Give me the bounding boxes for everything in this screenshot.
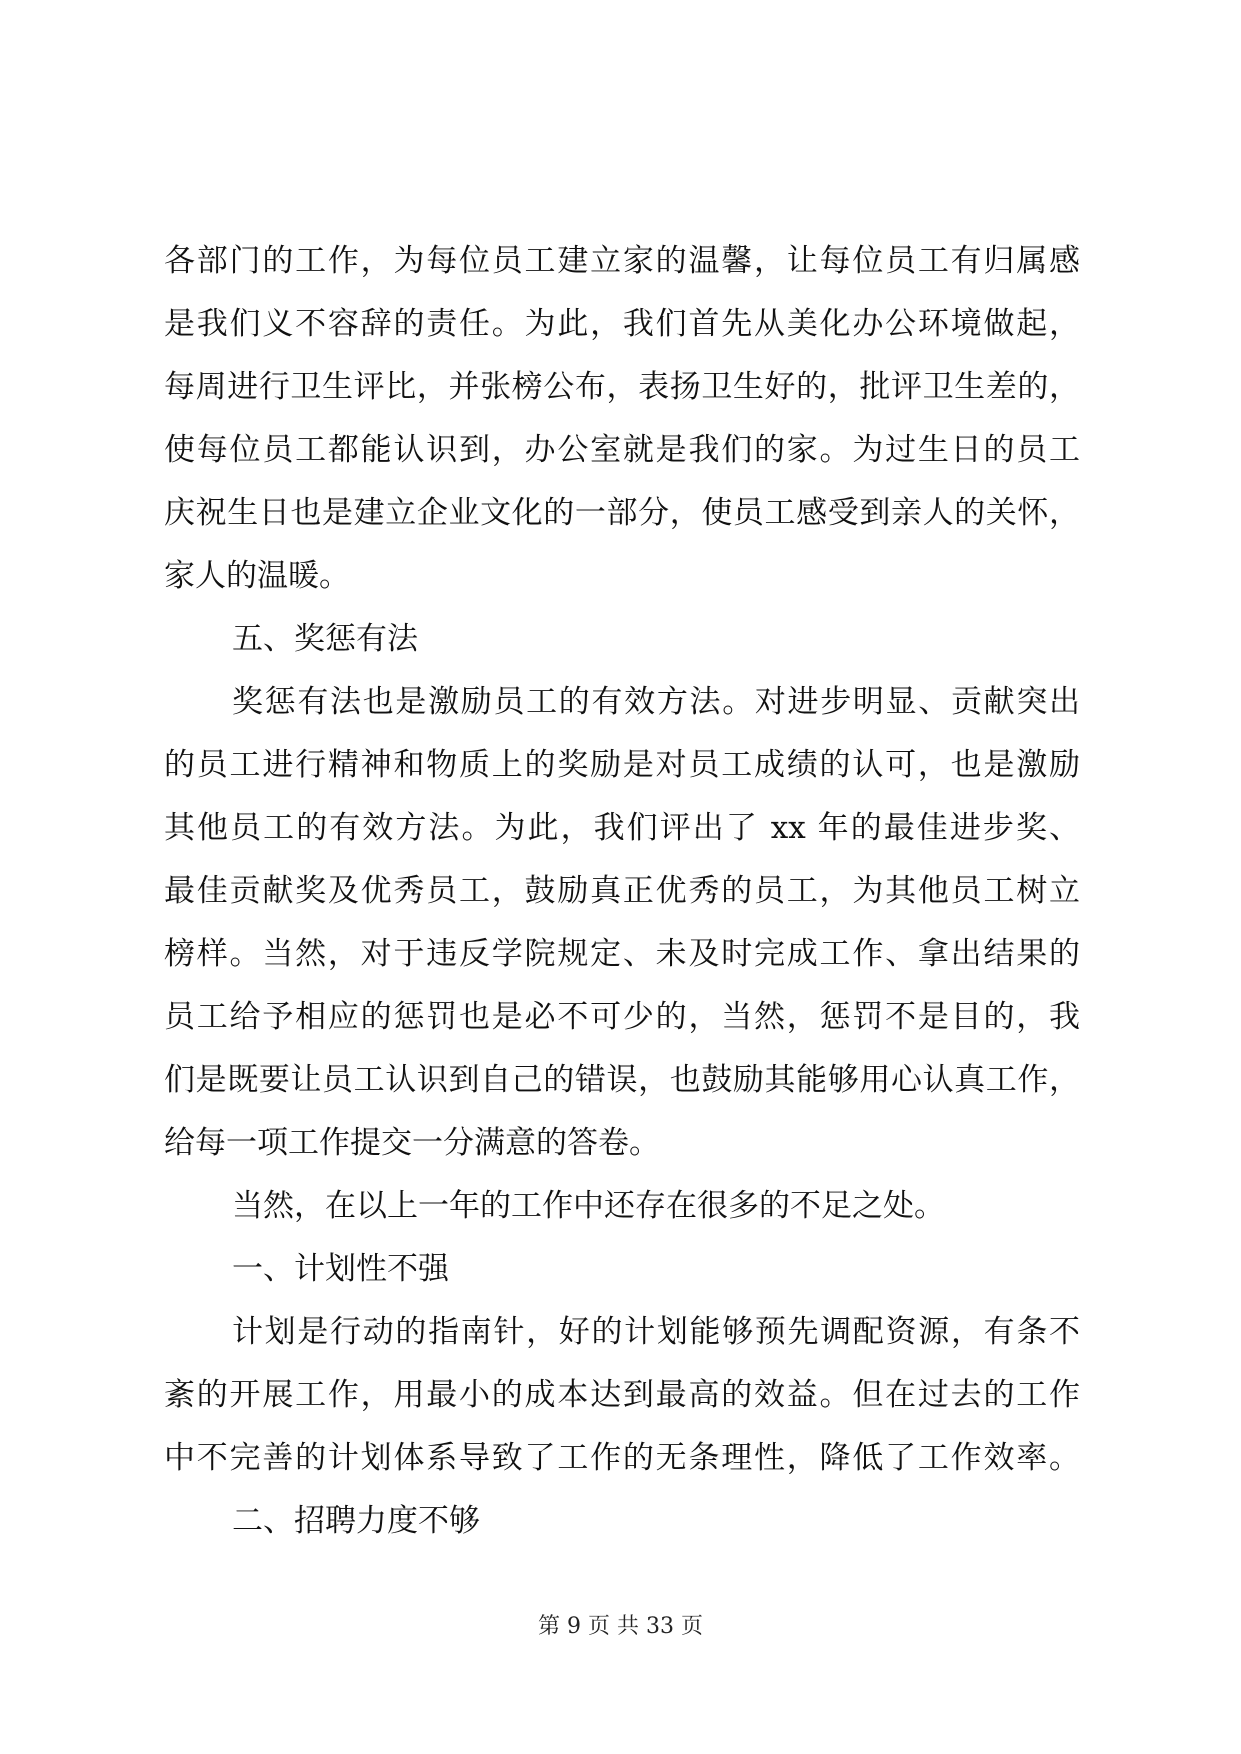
text-line: 五、奖惩有法: [232, 621, 418, 657]
text-line: 是我们义不容辞的责任。为此，我们首先从美化办公环境做起，: [164, 306, 1080, 342]
text-line: 中不完善的计划体系导致了工作的无条理性，降低了工作效率。: [164, 1440, 1080, 1476]
text-line: 一、计划性不强: [232, 1251, 449, 1287]
text-line: 紊的开展工作，用最小的成本达到最高的效益。但在过去的工作: [164, 1377, 1080, 1413]
document-body: [164, 230, 1080, 1553]
text-line: 使每位员工都能认识到，办公室就是我们的家。为过生日的员工: [164, 432, 1080, 468]
text-line: 奖惩有法也是激励员工的有效方法。对进步明显、贡献突出: [232, 684, 1080, 720]
text-line: 给每一项工作提交一分满意的答卷。: [164, 1125, 660, 1161]
text-line: 榜样。当然，对于违反学院规定、未及时完成工作、拿出结果的: [164, 936, 1080, 972]
text-line: 各部门的工作，为每位员工建立家的温馨，让每位员工有归属感: [164, 243, 1080, 279]
text-line: 员工给予相应的惩罚也是必不可少的，当然，惩罚不是目的，我: [164, 999, 1080, 1035]
text-line: 二、招聘力度不够: [232, 1503, 480, 1539]
text-line: 其他员工的有效方法。为此，我们评出了 xx 年的最佳进步奖、: [164, 810, 1080, 846]
text-line: 每周进行卫生评比，并张榜公布，表扬卫生好的，批评卫生差的，: [164, 369, 1080, 405]
text-line: 们是既要让员工认识到自己的错误，也鼓励其能够用心认真工作，: [164, 1062, 1080, 1098]
text-line: 最佳贡献奖及优秀员工，鼓励真正优秀的员工，为其他员工树立: [164, 873, 1080, 909]
text-line: 庆祝生日也是建立企业文化的一部分，使员工感受到亲人的关怀，: [164, 495, 1080, 531]
text-line: 当然，在以上一年的工作中还存在很多的不足之处。: [232, 1188, 945, 1224]
text-line: 计划是行动的指南针，好的计划能够预先调配资源，有条不: [232, 1314, 1080, 1350]
text-line: 的员工进行精神和物质上的奖励是对员工成绩的认可，也是激励: [164, 747, 1080, 783]
page-footer: 第 9 页 共 33 页: [538, 1614, 703, 1639]
text-line: 家人的温暖。: [164, 558, 350, 594]
